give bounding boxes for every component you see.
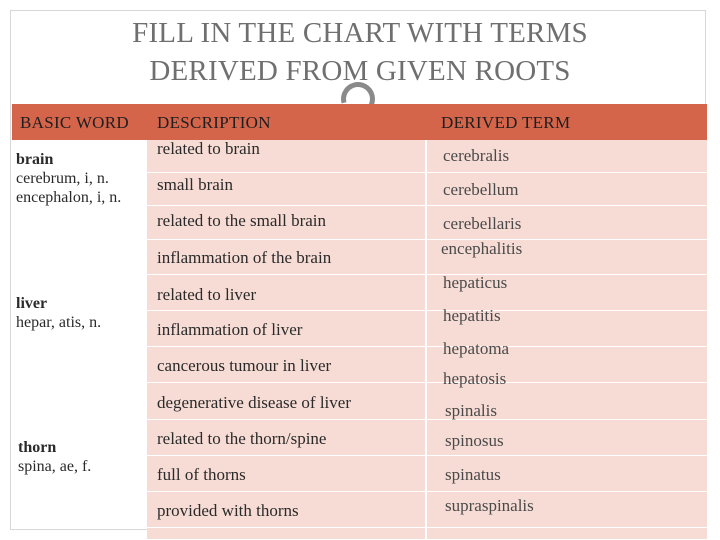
description-cell: full of thorns: [157, 465, 246, 484]
description-cell: small brain: [157, 175, 234, 194]
latin-form: spina, ae, f.: [18, 458, 92, 475]
title-line-1: FILL IN THE CHART WITH TERMS: [132, 17, 588, 49]
description-cell: related to brain: [157, 139, 260, 158]
title-line-2: DERIVED FROM GIVEN ROOTS: [149, 55, 571, 87]
slide-title: [0, 14, 720, 90]
description-cell: related to liver: [157, 285, 257, 304]
derived-term-cell: spinatus: [445, 465, 501, 484]
derived-term-cell: supraspinalis: [445, 496, 534, 515]
derived-term-cell: cerebellaris: [443, 214, 522, 233]
derived-term-cell: spinalis: [445, 401, 497, 420]
derived-term-cell: hepaticus: [443, 273, 508, 292]
description-cell: cancerous tumour in liver: [157, 356, 332, 375]
derived-term-cell: hepatitis: [443, 306, 501, 325]
description-cell: inflammation of liver: [157, 320, 303, 339]
description-cell: inflammation of the brain: [157, 248, 332, 267]
basic-word-liver: [16, 294, 101, 332]
latin-form: encephalon, i, n.: [16, 189, 122, 206]
description-cell: related to the small brain: [157, 211, 326, 230]
derived-term-cell: hepatosis: [443, 369, 507, 388]
basic-word-brain: [16, 150, 121, 207]
description-cell: degenerative disease of liver: [157, 393, 351, 412]
basic-word-thorn: [18, 438, 91, 476]
derived-term-cell: spinosus: [445, 431, 504, 450]
derived-term-cell: cerebralis: [443, 146, 510, 165]
table-row: [147, 528, 707, 540]
derived-term-cell: hepatoma: [443, 339, 510, 358]
basic-word: thorn: [18, 439, 57, 456]
header-description: DESCRIPTION: [157, 113, 271, 132]
header-basic-word: BASIC WORD: [20, 113, 129, 132]
derived-term-cell: encephalitis: [441, 239, 523, 258]
basic-word: liver: [16, 295, 48, 312]
latin-form: hepar, atis, n.: [16, 314, 102, 331]
basic-word: brain: [16, 151, 54, 168]
header-derived-term: DERIVED TERM: [441, 113, 571, 132]
description-cell: related to the thorn/spine: [157, 429, 327, 448]
table-header: [12, 104, 707, 140]
description-cell: provided with thorns: [157, 501, 299, 520]
latin-form: cerebrum, i, n.: [16, 170, 109, 187]
derived-term-cell: cerebellum: [443, 180, 519, 199]
column-separator: [425, 140, 427, 540]
